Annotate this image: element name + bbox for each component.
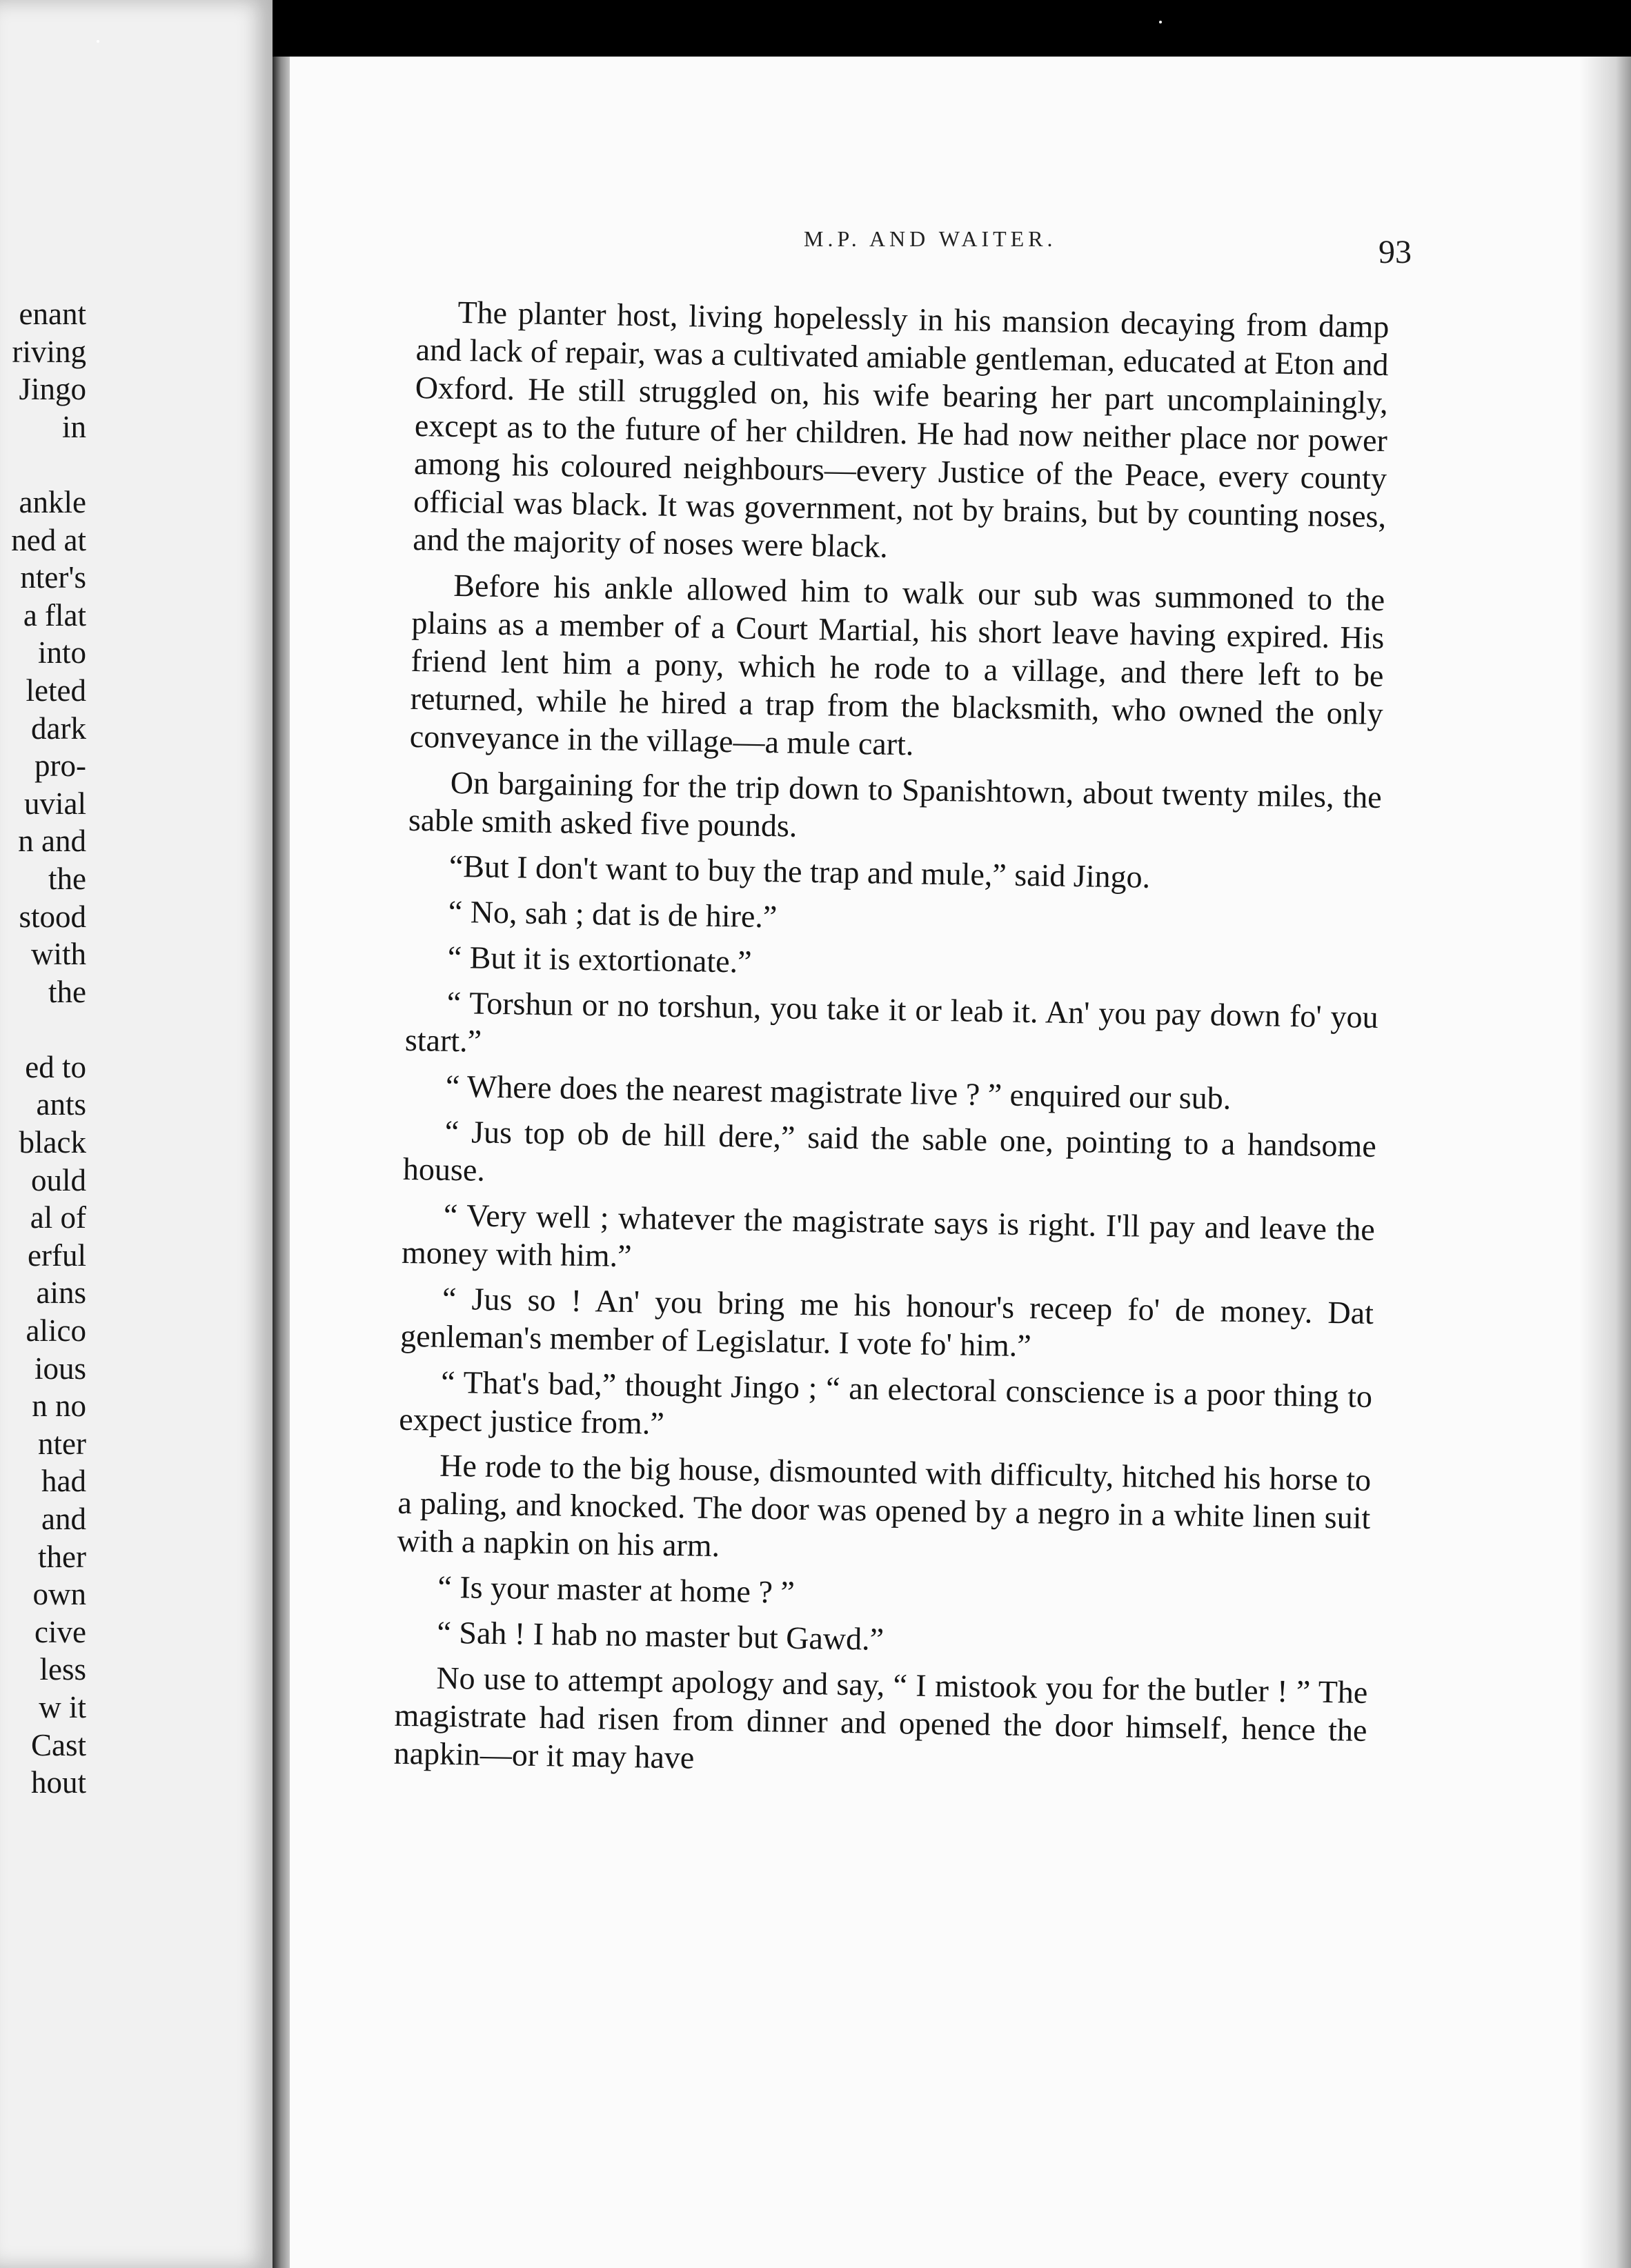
facing-page-line: with [30,937,86,972]
facing-page-line: Cast [30,1727,86,1762]
facing-page-line: a flat [23,597,86,633]
facing-page-line: alico [26,1313,86,1349]
paragraph: “ Is your master at home ? ” [437,1569,795,1610]
paragraph: “ Where does the nearest magistrate live ? ” enquired our sub. [445,1068,1232,1116]
facing-page-line: the [48,974,86,1009]
facing-page-line: erful [28,1237,86,1273]
facing-page-line: own [32,1577,86,1612]
facing-page-text-fragments [0,295,86,1802]
body-text [393,292,1390,1795]
facing-page-line: hout [30,1765,86,1800]
facing-page-line [0,446,86,484]
paragraph: No use to attempt apology and say, “ I mistook you for the butler ! ” The magistrate had risen from dinner and opened the door himself, hence the napkin—or it may have [393,1660,1368,1775]
facing-page-line: cive [34,1614,86,1649]
page-number: 93 [1378,234,1412,270]
facing-page-line: ed to [25,1049,86,1084]
paragraph: “ No, sah ; dat is de hire.” [448,893,778,935]
facing-page-line: riving [12,334,86,369]
paragraph: “ Jus top ob de hill dere,” said the sable one, pointing to a handsome house. [402,1113,1377,1188]
facing-page-line: enant [19,297,86,331]
facing-page-line: had [41,1464,86,1499]
paragraph: Before his ankle allowed him to walk our sub was summoned to the plains as a member of a Court Martial, his short leave having expired. His friend lent him a pony, which he rode to a village, and there left to be returned, while he hired a trap from the blacksmith, who owned the only conveyance in the village—a mule cart. [409,567,1385,762]
facing-page-line: al of [30,1200,86,1235]
facing-page-line: nter's [20,560,86,595]
page-right-edge-shadow [1580,57,1631,2268]
facing-page-line: ains [36,1275,86,1311]
facing-page-line: uvial [24,786,86,821]
paragraph: “ Jus so ! An' you bring me his honour's receep fo' de money. Dat genleman's member of Legislatur. I vote fo' him.” [399,1280,1374,1364]
running-head: M.P. AND WAITER. [804,226,1057,251]
facing-page-line: in [61,409,86,444]
facing-page-line: ther [38,1539,86,1574]
facing-page-line: black [19,1125,86,1160]
paragraph: On bargaining for the trip down to Spanishtown, about twenty miles, the sable smith asked five pounds. [408,764,1383,844]
facing-page-line: Jingo [19,372,86,407]
paragraph: He rode to the big house, dismounted with difficulty, hitched his horse to a paling, and knocked. The door was opened by a negro in a white linen suit with a napkin on his arm. [397,1447,1372,1564]
facing-page-line: stood [19,899,86,934]
facing-page-line: w it [39,1689,86,1724]
facing-page-line: ned at [11,522,86,557]
scan-speck [1159,21,1162,23]
facing-page-left [0,0,273,2268]
facing-page-line: ould [30,1162,86,1197]
facing-page-line: and [41,1502,86,1536]
facing-page-line: dark [31,710,86,746]
facing-page-line: pro- [34,748,86,784]
paragraph: “But I don't want to buy the trap and mule,” said Jingo. [448,848,1151,895]
paragraph: “ Sah ! I hab no master but Gawd.” [437,1614,884,1657]
facing-page-line: less [39,1652,86,1687]
facing-page-line: into [37,635,86,670]
facing-page-line: the [48,861,86,896]
facing-page-line [0,1011,86,1048]
facing-page-line: leted [26,673,86,708]
facing-page-line: n no [32,1389,86,1424]
paragraph: “ But it is extortionate.” [447,939,752,979]
paragraph: “ Torshun or no torshun, you take it or leab it. An' you pay down fo' you start.” [404,984,1379,1059]
paragraph: The planter host, living hopelessly in his mansion decaying from damp and lack of repair, was a cultivated amiable gentleman, educated at Eton and Oxford. He still struggled on, his wife bearing her part uncomplainingly, except as to the future of her children. He had now neither place nor power among his coloured neighbours—every Justice of the Peace, every county official was black. It was government, not by brains, but by counting noses, and the majority of noses were black. [412,294,1390,564]
facing-page-line: n and [18,824,86,859]
facing-page-line: ankle [19,484,86,519]
paragraph: “ That's bad,” thought Jingo ; “ an electoral conscience is a poor thing to expect justice from.” [398,1364,1373,1441]
facing-page-line: ants [36,1087,86,1122]
facing-page-line: ious [34,1351,86,1386]
paragraph: “ Very well ; whatever the magistrate says is right. I'll pay and leave the money with him.” [401,1197,1376,1274]
scan-speck [97,40,99,43]
facing-page-line: nter [38,1426,86,1461]
